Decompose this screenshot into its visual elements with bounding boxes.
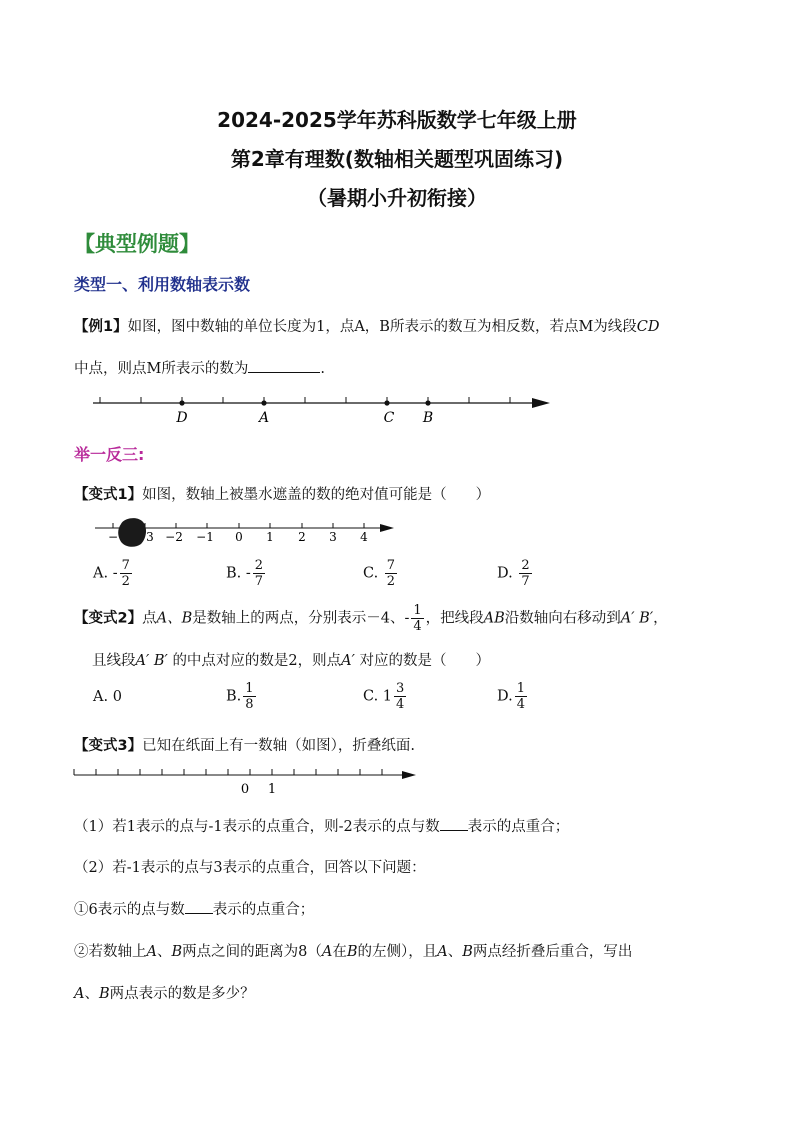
variant2-line1 bbox=[74, 603, 668, 634]
option-fraction: $\frac{3}{4}$ bbox=[396, 681, 405, 712]
option-fraction: $\frac{7}{2}$ bbox=[386, 558, 396, 589]
q2-3-text-b: 两点表示的数是多少？ bbox=[109, 986, 255, 1002]
q2-1-text-b: 表示的点重合； bbox=[212, 902, 315, 918]
pt: B bbox=[346, 944, 358, 960]
pt: A bbox=[146, 944, 157, 960]
variant2-text-a: 点 bbox=[142, 610, 157, 627]
example1-seg: CD bbox=[636, 319, 660, 335]
point-a bbox=[261, 400, 266, 405]
tick-neg2: −2 bbox=[165, 530, 183, 544]
label-b: B bbox=[422, 410, 434, 426]
label-d: D bbox=[176, 410, 188, 426]
variant2-fraction: $\frac{1}{4}$ bbox=[413, 603, 422, 634]
label-0: 0 bbox=[240, 782, 250, 797]
point-c bbox=[384, 400, 389, 405]
variant2-line2-c: 对应的数是（ ） bbox=[359, 653, 491, 669]
q2-1-text-a: ①6表示的点与数 bbox=[74, 902, 185, 918]
label-a: A bbox=[258, 410, 270, 426]
variant3-q2-3 bbox=[74, 982, 255, 1003]
tick-3: 3 bbox=[146, 530, 154, 544]
variant3-q2-2 bbox=[74, 940, 632, 961]
option-fraction: $\frac{7}{2}$ bbox=[121, 558, 130, 589]
variant2-line2-seg: A′ B′ bbox=[135, 653, 168, 669]
q2-2-text-c: 在 bbox=[332, 944, 347, 960]
variant2-text-e: ， bbox=[653, 610, 668, 627]
variant2-text-c: ，把线段 bbox=[425, 610, 484, 627]
variant3-line bbox=[74, 734, 415, 755]
tick-2: 2 bbox=[298, 530, 306, 544]
variant3-q1 bbox=[74, 815, 569, 836]
example1-text-a: 如图，图中数轴的单位长度为1，点A，B所表示的数互为相反数，若点M为线段 bbox=[127, 319, 637, 335]
tick-minus: − bbox=[107, 530, 119, 544]
example1-tag: 【例1】 bbox=[74, 319, 128, 335]
section-title: 【典型例题】 bbox=[74, 232, 200, 256]
variant2-line2 bbox=[92, 649, 490, 670]
option-letter: D. bbox=[497, 688, 513, 705]
variant2-seg: AB bbox=[483, 610, 505, 627]
variant1-option-c[interactable] bbox=[363, 558, 399, 589]
variant3-q2-1 bbox=[74, 898, 314, 919]
point-b bbox=[425, 400, 430, 405]
variant2-line2-pt: A′ bbox=[341, 653, 355, 669]
variant2-seg2: A′ B′ bbox=[620, 610, 654, 627]
option-letter: B. bbox=[226, 688, 242, 705]
pt: A bbox=[437, 944, 448, 960]
q1-text-a: （1）若1表示的点与-1表示的点重合，则-2表示的点与数 bbox=[74, 819, 440, 835]
variant2-text-d: 沿数轴向右移动到 bbox=[504, 610, 621, 627]
variant1-text: 如图，数轴上被墨水遮盖的数的绝对值可能是（ ） bbox=[142, 487, 491, 503]
axis-arrow bbox=[402, 771, 416, 779]
example1-line2 bbox=[74, 357, 325, 378]
tick-neg1: −1 bbox=[196, 530, 214, 544]
pt: B bbox=[171, 944, 183, 960]
variant2-frac-sign: - bbox=[404, 610, 410, 627]
variant1-option-b[interactable] bbox=[226, 558, 267, 589]
option-fraction: $\frac{2}{7}$ bbox=[521, 558, 530, 589]
practice-title: 举一反三: bbox=[74, 445, 145, 464]
pt: B bbox=[98, 986, 110, 1002]
example1-text-b: 中点，则点M所表示的数为 bbox=[74, 361, 249, 377]
header-title-line1: 2024-2025学年苏科版数学七年级上册 bbox=[217, 108, 577, 132]
example1-line1 bbox=[74, 315, 660, 336]
pt: A bbox=[74, 986, 85, 1002]
point-d bbox=[179, 400, 184, 405]
variant2-line2-b: 的中点对应的数是2，则点 bbox=[172, 653, 342, 669]
option-fraction: $\frac{2}{7}$ bbox=[254, 558, 264, 589]
variant3-number-line bbox=[0, 765, 794, 801]
variant2-tag: 【变式2】 bbox=[74, 610, 143, 627]
variant2-option-b[interactable] bbox=[226, 681, 258, 712]
header-title-line3: （暑期小升初衔接） bbox=[307, 186, 487, 210]
ink-blot-icon bbox=[118, 518, 146, 547]
q2-2-text-e: 两点经折叠后重合，写出 bbox=[472, 944, 633, 960]
answer-blank[interactable] bbox=[248, 358, 320, 373]
pt: B bbox=[462, 944, 473, 960]
header-title-line2: 第2章有理数(数轴相关题型巩固练习) bbox=[230, 147, 564, 171]
sep: 、 bbox=[447, 944, 463, 960]
variant1-number-line bbox=[0, 516, 794, 556]
variant2-option-a[interactable] bbox=[93, 689, 122, 705]
answer-blank[interactable] bbox=[440, 816, 468, 831]
tick-0: 0 bbox=[235, 530, 243, 544]
variant3-q2 bbox=[74, 856, 426, 877]
option-sign: - bbox=[112, 565, 118, 582]
variant2-option-c[interactable] bbox=[363, 681, 408, 712]
option-letter: C. bbox=[363, 688, 379, 705]
option-whole: 1 bbox=[382, 688, 393, 705]
option-fraction: $\frac{1}{4}$ bbox=[516, 681, 525, 712]
axis-arrow bbox=[532, 398, 550, 408]
option-letter: A. bbox=[93, 565, 109, 582]
tick-3b: 3 bbox=[329, 530, 337, 544]
sep: 、 bbox=[156, 944, 172, 960]
variant1-option-d[interactable] bbox=[497, 558, 534, 589]
variant2-points: A、B bbox=[156, 610, 193, 627]
example1-number-line bbox=[0, 390, 794, 430]
variant2-text-b: 是数轴上的两点，分别表示－4、 bbox=[192, 610, 405, 627]
sep: 、 bbox=[84, 986, 99, 1002]
label-1: 1 bbox=[267, 782, 277, 797]
q2-2-text-d: 的左侧），且 bbox=[357, 944, 438, 960]
q2-text: （2）若-1表示的点与3表示的点重合，回答以下问题： bbox=[74, 860, 426, 876]
variant2-option-d[interactable] bbox=[497, 681, 529, 712]
option-value: 0 bbox=[112, 689, 122, 705]
example1-text-end: . bbox=[320, 361, 325, 377]
type1-title: 类型一、利用数轴表示数 bbox=[74, 275, 251, 294]
tick-4: 4 bbox=[360, 530, 368, 544]
option-letter: B. bbox=[226, 565, 242, 582]
answer-blank[interactable] bbox=[185, 899, 213, 914]
tick-1: 1 bbox=[266, 530, 274, 544]
variant1-option-a[interactable] bbox=[93, 558, 134, 589]
q2-2-text-b: 两点之间的距离为8（ bbox=[182, 944, 322, 960]
q2-2-text-a: ②若数轴上 bbox=[74, 944, 147, 960]
option-letter: C. bbox=[363, 565, 379, 582]
option-fraction: $\frac{1}{8}$ bbox=[245, 681, 254, 712]
option-letter: A. bbox=[93, 689, 109, 705]
variant3-text: 已知在纸面上有一数轴（如图），折叠纸面. bbox=[142, 738, 415, 754]
option-letter: D. bbox=[497, 565, 513, 582]
q1-text-b: 表示的点重合； bbox=[467, 819, 570, 835]
variant1-line bbox=[74, 483, 490, 504]
label-c: C bbox=[383, 410, 395, 426]
variant2-line2-a: 且线段 bbox=[92, 653, 136, 669]
variant1-tag: 【变式1】 bbox=[74, 487, 143, 503]
option-sign: - bbox=[245, 565, 251, 582]
axis-arrow bbox=[380, 524, 394, 532]
pt: A bbox=[321, 944, 333, 960]
variant3-tag: 【变式3】 bbox=[74, 738, 143, 754]
